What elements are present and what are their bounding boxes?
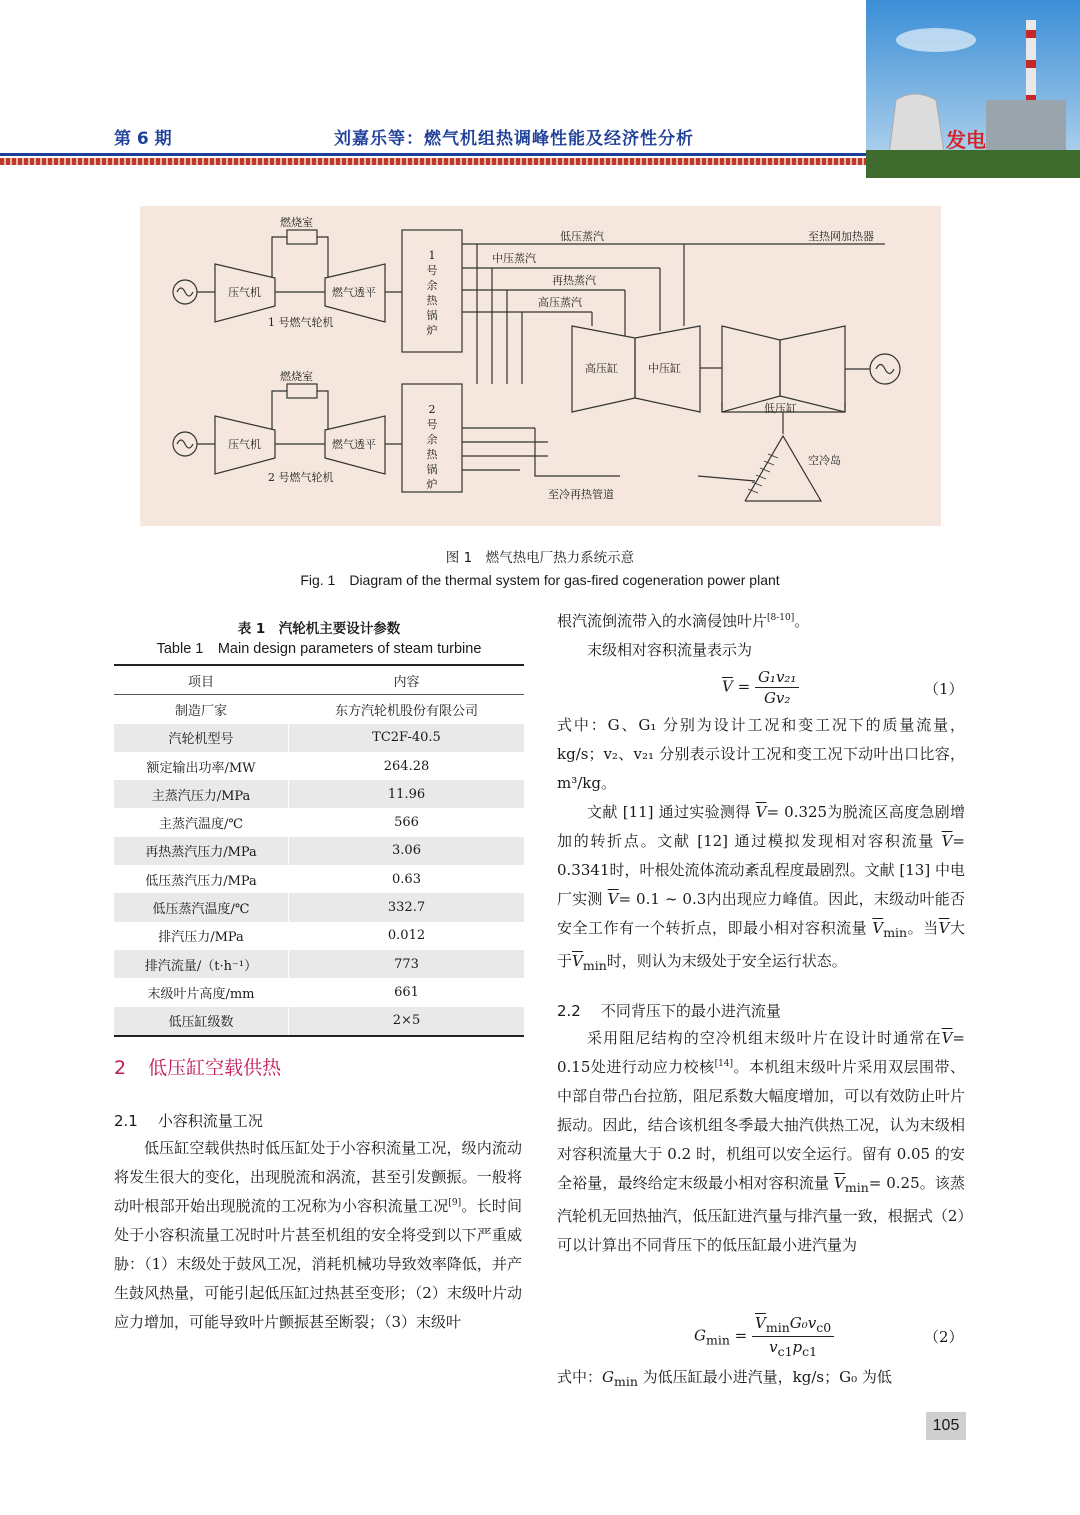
eq-term: v [769, 1338, 778, 1356]
table-cell: 661 [394, 984, 419, 1000]
eq-symbol: G [694, 1326, 706, 1345]
citation[interactable]: [14] [714, 1059, 734, 1069]
text-span: = 0.325为脱流区高度急剧增加的转折点。文献 [12] 通过模拟发现相对容积流量 [557, 803, 965, 850]
paragraph [557, 798, 965, 980]
vbar-symbol: $\overline{V}$ [755, 803, 767, 821]
table-cell: 再热蒸汽压力/MPa [114, 837, 289, 865]
eq-subscript: c1 [777, 1344, 793, 1359]
text-span: 。长时间处于小容积流量工况时叶片甚至机组的安全将受到以下严重威胁：（1）末级处于鼓风工况，消耗机械功导致效率降低，并产生鼓风热量，可能引起低压缸过热甚至变形；（2）末级叶片动应力增加，可能导致叶片颤振甚至断裂；（3）末级叶 [114, 1197, 522, 1331]
vmin-symbol: $\overline{V}$ [572, 952, 583, 970]
vmin-subscript: min [883, 925, 908, 940]
table-cell: 排汽压力/MPa [114, 922, 289, 950]
diagram-label-compressor1: 压气机 [228, 286, 261, 299]
vmin-symbol: $\overline{V}$ [872, 919, 884, 937]
table-cell: 0.63 [392, 871, 421, 887]
table-cell: 2×5 [289, 1007, 525, 1036]
text-span: 文献 [11] 通过实验测得 [587, 803, 756, 821]
vmin-symbol: $\overline{V}$ [834, 1174, 845, 1192]
table-caption-cn: 表 1 汽轮机主要设计参数 [237, 621, 401, 637]
vbar-symbol: $\overline{V}$ [941, 1029, 953, 1047]
table-header-content: 内容 [289, 665, 525, 695]
diagram-label-ip-cyl: 中压缸 [648, 362, 681, 375]
diagram-label-unit1: 1 号燃气轮机 [268, 316, 334, 329]
page-number: 105 [926, 1412, 966, 1440]
table-cell: 制造厂家 [114, 695, 289, 724]
table-cell: 汽轮机型号 [114, 724, 289, 752]
table-cell: 0.012 [387, 928, 426, 944]
right-column-text-lower [557, 1024, 965, 1260]
eq-denominator: Gv₂ [763, 689, 791, 707]
subsection-title: 不同背压下的最小进汽流量 [600, 1002, 781, 1020]
paragraph: 末级相对容积流量表示为 [587, 641, 753, 659]
table-row [114, 695, 524, 724]
table-cell: 11.96 [289, 780, 525, 808]
eq-term: p [792, 1338, 803, 1356]
vmin-subscript: min [844, 1180, 869, 1195]
text-span: = 0.15处进行动应力校核 [557, 1029, 965, 1076]
section-title: 低压缸空载供热 [148, 1057, 282, 1079]
diagram-label-combustor2: 燃烧室 [280, 370, 313, 383]
table-cell: 低压蒸汽压力/MPa [114, 865, 289, 893]
subsection-heading-2-1 [114, 1110, 263, 1131]
diagram-label-lp-cyl: 低压缸 [764, 402, 797, 415]
hrsg2-label: 2号余热锅炉 [426, 403, 438, 491]
equation-1-number: （1） [924, 680, 964, 698]
table-header-row [114, 665, 524, 695]
table-cell: 主蒸汽压力/MPa [114, 780, 289, 808]
table-header-item: 项目 [114, 665, 289, 695]
diagram-label-ip-steam: 中压蒸汽 [492, 252, 536, 265]
header-rule [0, 153, 866, 156]
eq-subscript: min [765, 1320, 790, 1335]
diagram-label-reheat-steam: 再热蒸汽 [552, 274, 596, 287]
design-parameters-table [114, 664, 524, 1037]
vmin-symbol: $\overline{V}$ [755, 1314, 766, 1332]
table-row [114, 978, 524, 1006]
text-span: 采用阻尼结构的空冷机组末级叶片在设计时通常在 [587, 1029, 942, 1047]
vbar-symbol: $\overline{V}$ [941, 832, 953, 850]
table-row [114, 865, 524, 893]
diagram-label-cold-reheat: 至冷再热管道 [548, 488, 614, 501]
vmin-subscript: min [582, 958, 607, 973]
figure-caption-cn: 图 1 燃气热电厂热力系统示意 [445, 550, 635, 566]
eq-subscript: c0 [816, 1320, 832, 1335]
table-row [114, 752, 524, 780]
hrsg1-label: 1号余热锅炉 [426, 249, 438, 337]
table-row [114, 780, 524, 808]
text-span: = 0.25。该蒸汽轮机无回热抽汽，低压缸进汽量与排汽量一致，根据式（2）可以计算出不同背压下的低压缸最小进汽量为 [557, 1174, 965, 1254]
eq-fraction [752, 1314, 834, 1359]
section-number: 2 [114, 1057, 127, 1079]
equation-1: $\overline{V}$ = $\frac{\text{G₁v₂₁}}{\text{Gv₂}}$ [722, 668, 799, 707]
right-column-text-mid [557, 711, 965, 980]
table-cell: 低压缸级数 [114, 1007, 289, 1036]
paragraph: 式中：G、G₁ 分别为设计工况和变工况下的质量流量，kg/s；v₂、v₂₁ 分别表示设计工况和变工况下动叶出口比容，m³/kg。 [557, 716, 965, 792]
table-row [114, 950, 524, 978]
paragraph [557, 1024, 965, 1260]
diagram-label-compressor2: 压气机 [228, 438, 261, 451]
text-span: 为低压缸最小进汽量，kg/s；G₀ 为低 [637, 1368, 892, 1386]
table-row [114, 837, 524, 865]
figure-caption-en: Fig. 1 Diagram of the thermal system for gas-fired cogeneration power plant [300, 572, 780, 588]
table-row [114, 808, 524, 836]
text-span: 。 [794, 612, 810, 630]
table-cell: 773 [289, 950, 525, 978]
table-cell: 332.7 [289, 893, 525, 921]
subsection-heading-2-2 [557, 1000, 781, 1021]
photo-label: 发电 [946, 128, 986, 152]
eq-fraction [755, 668, 800, 707]
citation[interactable]: [9] [448, 1198, 462, 1208]
vbar-symbol: $\overline{V}$ [938, 919, 950, 937]
diagram-canvas [140, 206, 941, 526]
text-span: 式中： [557, 1368, 603, 1386]
table-caption-en: Table 1 Main design parameters of steam turbine [156, 641, 482, 657]
table-cell: 主蒸汽温度/℃ [114, 808, 289, 836]
table-cell: 3.06 [289, 837, 525, 865]
table-cell: 东方汽轮机股份有限公司 [334, 703, 478, 719]
table-row [114, 1007, 524, 1036]
table-row [114, 724, 524, 752]
text-span: 大于 [557, 919, 965, 970]
eq-term: G₀v [789, 1314, 817, 1332]
diagram-label-unit2: 2 号燃气轮机 [268, 471, 334, 484]
equation-2-number: （2） [924, 1328, 964, 1346]
diagram-label-hp-steam: 高压蒸汽 [538, 296, 582, 309]
text-span: 时，则认为末级处于安全运行状态。 [606, 952, 847, 970]
citation[interactable]: [8-10] [767, 613, 795, 623]
diagram-label-gt1: 燃气透平 [332, 286, 376, 299]
table-cell: 低压蒸汽温度/℃ [114, 893, 289, 921]
eq-subscript: min [614, 1374, 638, 1389]
diagram-label-gt2: 燃气透平 [332, 438, 376, 451]
right-column-text-top [557, 607, 965, 665]
text-span: = 0.1 ~ 0.3内出现应力峰值。因此，末级动叶能否安全工作有一个转折点，即最小相对容积流量 [557, 890, 965, 937]
table-cell: 排汽流量/（t·h⁻¹） [114, 950, 289, 978]
text-span: 。当 [907, 919, 939, 937]
eq-numerator: G₁v₂₁ [755, 668, 800, 688]
diagram-label-lp-steam: 低压蒸汽 [560, 230, 604, 243]
subsection-number: 2.1 [114, 1112, 138, 1130]
eq-subscript: c1 [802, 1344, 818, 1359]
table-cell: 264.28 [383, 758, 430, 774]
section-heading-2 [114, 1053, 281, 1080]
eq-subscript: min [705, 1332, 730, 1348]
subsection-number: 2.2 [557, 1002, 581, 1020]
eq-term: G [602, 1368, 614, 1386]
table-cell: 额定输出功率/MW [114, 752, 289, 780]
issue-label: 第 6 期 [114, 129, 172, 149]
diagram-label-combustor1: 燃烧室 [280, 216, 313, 229]
text-span: 。本机组末级叶片采用双层围带、中部自带凸台拉筋，阻尼系数大幅度增加，可以有效防止叶片振动。因此，结合该机组冬季最大抽汽供热工况，认为末级相对容积流量大于 0.2 时，机组可以安全运行。留有 0.05 的安全裕量，最终给定末级最小相对容积流量 [557, 1058, 965, 1192]
header-pattern-rule [0, 158, 866, 165]
table-row [114, 922, 524, 950]
eq-denominator [752, 1337, 834, 1359]
eq-symbol: $\overline{V}$ [722, 677, 733, 696]
text-span: = 0.3341时，叶根处流体流动紊乱程度最剧烈。文献 [13] 中电厂实测 [557, 832, 965, 908]
running-title: 刘嘉乐等：燃气机组热调峰性能及经济性分析 [334, 129, 694, 149]
table-cell: 566 [394, 815, 419, 831]
paragraph [114, 1134, 522, 1337]
table-row [114, 893, 524, 921]
subsection-title: 小容积流量工况 [157, 1112, 263, 1130]
eq-numerator [752, 1314, 834, 1337]
table-cell: 末级叶片高度/mm [114, 978, 289, 1006]
diagram-label-air-cooling: 空冷岛 [808, 454, 841, 467]
diagram-label-hp-cyl: 高压缸 [585, 362, 618, 375]
left-column-text [114, 1134, 522, 1337]
paragraph [557, 607, 965, 636]
text-span: 根汽流倒流带入的水滴侵蚀叶片 [557, 612, 768, 630]
text-span: 低压缸空载供热时低压缸处于小容积流量工况，级内流动将发生很大的变化，出现脱流和涡流，甚至引发颤振。一般将动叶根部开始出现脱流的工况称为小容积流量工况 [114, 1139, 522, 1215]
vbar-symbol: $\overline{V}$ [607, 890, 619, 908]
thermal-system-diagram [140, 206, 941, 526]
diagram-label-to-heater: 至热网加热器 [808, 230, 874, 243]
right-column-text-bottom [557, 1363, 965, 1396]
table-cell: TC2F-40.5 [289, 724, 525, 752]
equation-2: $G_{min}$ = $\frac{\overline{V}_{min}G_0v_{c0}}{v_{c1}p_{c1}}$ [694, 1314, 834, 1359]
paragraph [557, 1363, 965, 1396]
